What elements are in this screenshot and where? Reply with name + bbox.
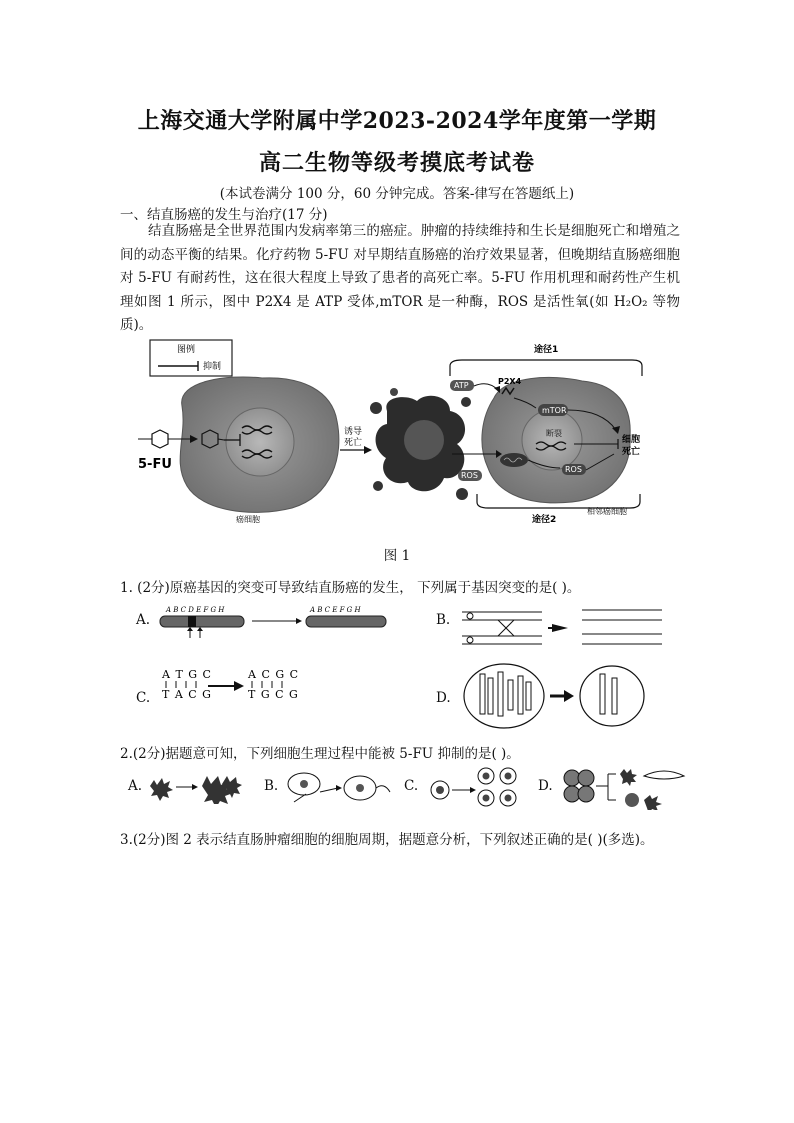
mtor-label: mTOR	[542, 406, 567, 415]
drug-label: 5-FU	[138, 457, 172, 472]
legend-title: 图例	[177, 345, 196, 355]
q2-option-a-diagram	[146, 770, 256, 804]
cell-death-label-2: 死亡	[622, 447, 641, 457]
figure-1	[132, 336, 662, 526]
q2-option-c-diagram	[428, 766, 528, 810]
q1-option-d-label: D.	[436, 690, 451, 706]
svg-text:T A C G: T A C G	[162, 688, 212, 701]
q2-option-b-diagram	[284, 770, 394, 806]
svg-text:T G C G: T G C G	[248, 688, 299, 701]
ros-outer-label: ROS	[461, 471, 478, 480]
svg-text:A T G C: A T G C	[162, 668, 212, 681]
atp-node	[450, 380, 500, 393]
atp-label: ATP	[454, 381, 469, 390]
legend-inhibit-label: 抑制	[203, 362, 222, 372]
legend-box	[150, 340, 232, 376]
section-paragraph	[120, 220, 680, 338]
svg-text:A C G C: A C G C	[248, 668, 300, 681]
dying-cell	[370, 388, 471, 500]
question-3-stem: 3.(2分)图 2 表示结直肠肿瘤细胞的细胞周期，据题意分析，下列叙述正确的是( )(多选)。	[120, 832, 654, 848]
figure-1-caption: 图 1	[383, 548, 411, 564]
pathway-1-label: 途径1	[534, 345, 559, 355]
q1-option-c-label: C.	[136, 690, 151, 706]
q2-option-b-label: B.	[264, 778, 279, 794]
break-label: 断裂	[546, 429, 562, 438]
q1-option-a-label: A.	[136, 612, 151, 628]
q2-option-c-label: C.	[404, 778, 419, 794]
paragraph-text: 结直肠癌是全世界范围内发病率第三的癌症。肿瘤的持续维持和生长是细胞死亡和增殖之间的动态平衡的结果。化疗药物 5-FU 对早期结直肠癌的治疗效果显著，但晚期结直肠癌细胞对 5-FU 有耐药性，这在很大程度上导致了患者的高死亡率。5-FU 作用机理和耐药性产生机理如图 1 所示，图中 P2X4 是 ATP 受体,mTOR 是一种酶，ROS 是活性氧(如 H₂O₂ 等物质)。	[120, 223, 680, 333]
exam-note: (本试卷满分 100 分，60 分钟完成。答案-律写在答题纸上)	[219, 186, 575, 202]
ros-inner-label: ROS	[565, 465, 582, 474]
q1-option-b-label: B.	[436, 612, 451, 628]
q1-option-c-diagram	[160, 664, 300, 712]
section-heading: 一、结直肠癌的发生与治疗(17 分)	[120, 207, 328, 223]
pathway-1-bracket	[450, 343, 642, 376]
svg-text:诱导: 诱导	[344, 427, 363, 437]
neighbor-cancer-cell	[482, 377, 630, 503]
p2x4-label: P2X4	[498, 377, 522, 386]
svg-text:死亡: 死亡	[344, 438, 363, 448]
q2-option-a-label: A.	[128, 778, 143, 794]
cell-death-label-1: 细胞	[622, 435, 641, 445]
pathway-2-label: 途径2	[532, 515, 557, 525]
school-title: 上海交通大学附属中学2023-2024学年度第一学期	[137, 108, 657, 134]
question-1-stem: 1. (2分)原癌基因的突变可导致结直肠癌的发生， 下列属于基因突变的是( )。	[120, 580, 581, 596]
svg-text:A B C E F G H: A B C E F G H	[310, 606, 361, 614]
neighbor-cell-label: 相邻癌细胞	[587, 507, 627, 516]
svg-text:A B C D E F G H: A B C D E F G H	[166, 606, 225, 614]
q1-option-d-diagram	[462, 662, 662, 730]
q2-option-d-label: D.	[538, 778, 553, 794]
q2-option-d-diagram	[560, 766, 690, 810]
exam-title: 高二生物等级考摸底考试卷	[258, 150, 535, 176]
cancer-cell	[180, 377, 339, 512]
q1-option-b-diagram	[458, 604, 678, 656]
question-2-stem: 2.(2分)据题意可知，下列细胞生理过程中能被 5-FU 抑制的是( )。	[120, 746, 520, 762]
q1-option-a-diagram	[156, 604, 416, 640]
induce-death-arrow	[340, 425, 372, 454]
cancer-cell-label: 癌细胞	[236, 515, 260, 524]
